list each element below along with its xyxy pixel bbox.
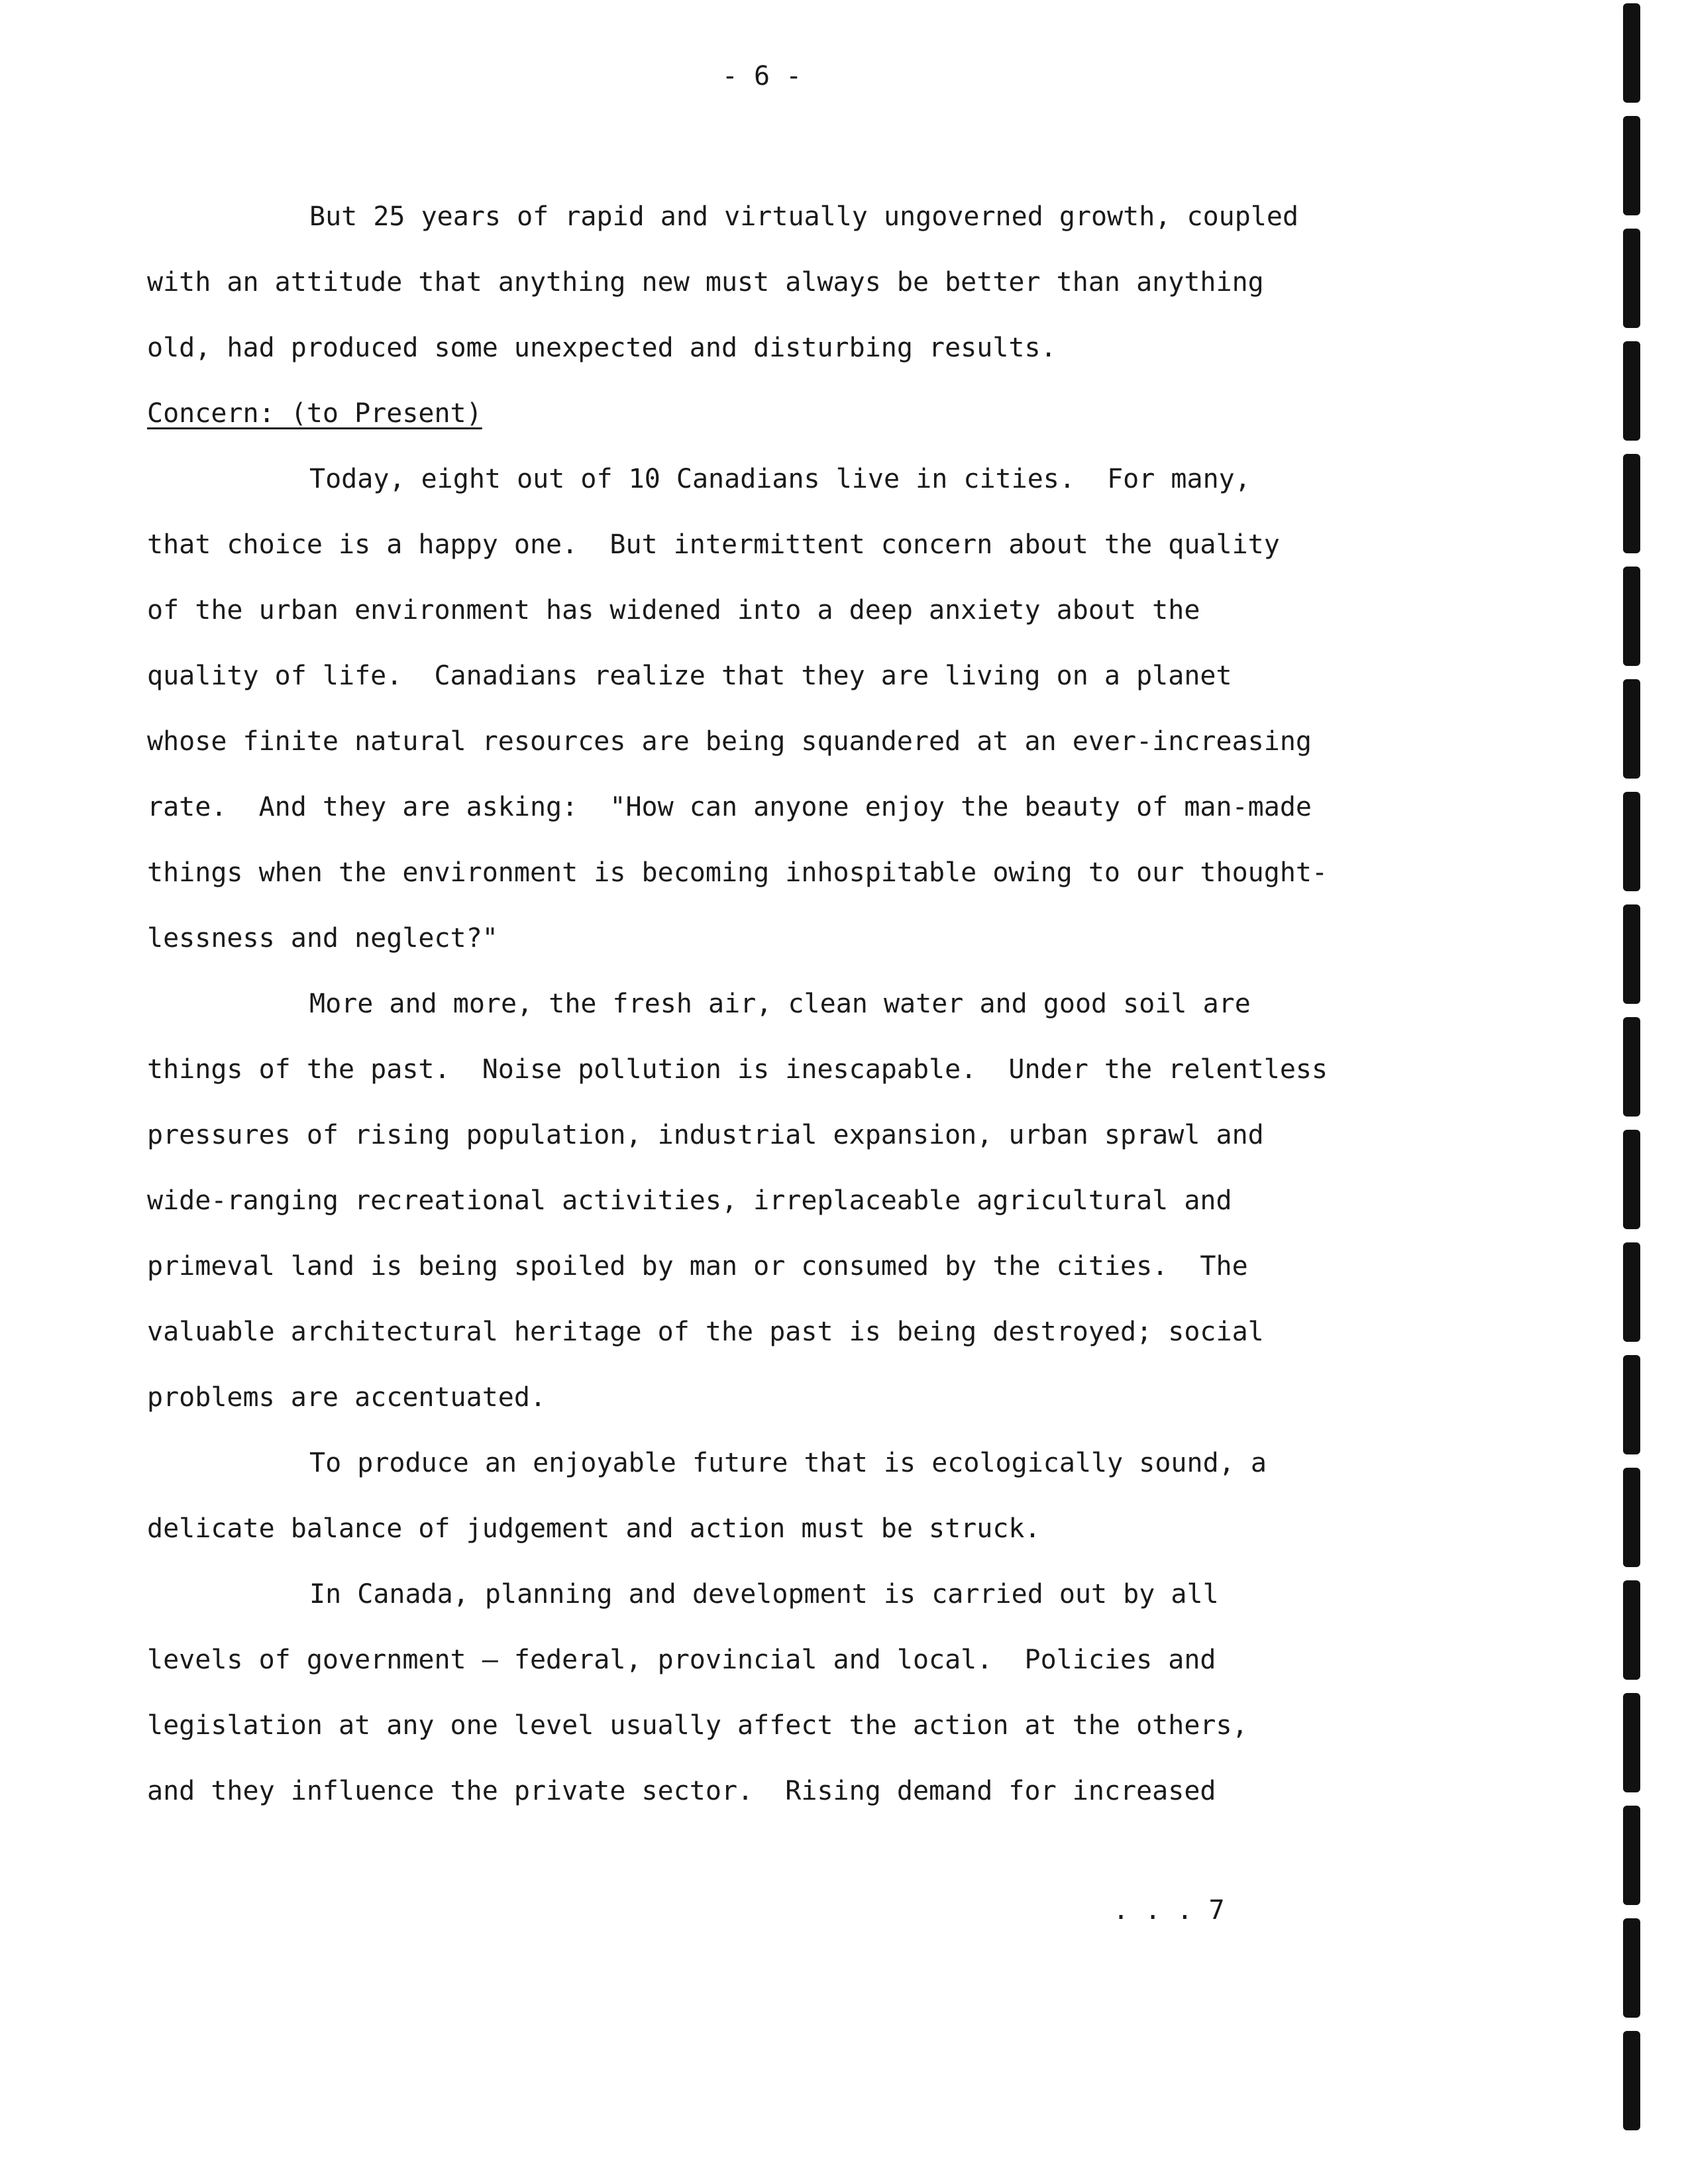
text-line: old, had produced some unexpected and disturbing results.	[147, 333, 1057, 363]
text-line: wide-ranging recreational activities, irreplaceable agricultural and	[147, 1185, 1232, 1216]
text-line: Today, eight out of 10 Canadians live in cities. For many,	[309, 464, 1251, 494]
text-line: legislation at any one level usually affect the action at the others,	[147, 1710, 1248, 1741]
text-line: delicate balance of judgement and action must be struck.	[147, 1513, 1041, 1544]
continued-marker: . . . 7	[1113, 1895, 1225, 1926]
text-line: problems are accentuated.	[147, 1382, 547, 1413]
binding-hole	[1623, 1130, 1640, 1229]
binding-hole	[1623, 904, 1640, 1004]
section-heading-line	[147, 381, 1446, 447]
text-line: primeval land is being spoiled by man or consumed by the cities. The	[147, 1251, 1248, 1282]
binding-hole	[1623, 792, 1640, 891]
text-line: valuable architectural heritage of the past is being destroyed; social	[147, 1317, 1264, 1347]
binding-hole	[1623, 454, 1640, 553]
section-heading: Concern: (to Present)	[147, 398, 482, 429]
text-line: lessness and neglect?"	[147, 923, 498, 954]
text-line: and they influence the private sector. Rising demand for increased	[147, 1776, 1216, 1806]
binding-hole	[1623, 1468, 1640, 1567]
binding-hole	[1623, 1242, 1640, 1342]
binding-hole	[1623, 567, 1640, 666]
binding-hole	[1623, 1693, 1640, 1792]
text-line: But 25 years of rapid and virtually ungoverned growth, coupled	[309, 201, 1299, 232]
binding-hole	[1623, 2031, 1640, 2130]
text-line: levels of government — federal, provincial and local. Policies and	[147, 1645, 1216, 1675]
binding-hole	[1623, 3, 1640, 103]
binding-hole	[1623, 1017, 1640, 1117]
text-line: that choice is a happy one. But intermittent concern about the quality	[147, 529, 1280, 560]
text-line: To produce an enjoyable future that is ecologically sound, a	[309, 1448, 1267, 1478]
text-line: pressures of rising population, industrial expansion, urban sprawl and	[147, 1120, 1264, 1150]
body-text	[147, 184, 1446, 1824]
text-line: with an attitude that anything new must always be better than anything	[147, 267, 1264, 298]
text-line: of the urban environment has widened into a deep anxiety about the	[147, 595, 1200, 626]
text-line: In Canada, planning and development is carried out by all	[309, 1579, 1219, 1610]
page-number: - 6 -	[721, 61, 802, 91]
binding-hole	[1623, 1355, 1640, 1454]
binding-hole	[1623, 341, 1640, 441]
text-line: quality of life. Canadians realize that they are living on a planet	[147, 661, 1232, 691]
binding-hole	[1623, 1580, 1640, 1680]
binding-holes	[1616, 0, 1656, 2184]
binding-hole	[1623, 679, 1640, 779]
binding-hole	[1623, 1806, 1640, 1905]
binding-hole	[1623, 1918, 1640, 2018]
text-line: things when the environment is becoming inhospitable owing to our thought-	[147, 857, 1328, 888]
binding-hole	[1623, 229, 1640, 328]
binding-hole	[1623, 116, 1640, 215]
text-line: things of the past. Noise pollution is inescapable. Under the relentless	[147, 1054, 1328, 1085]
text-line: whose finite natural resources are being squandered at an ever-increasing	[147, 726, 1312, 757]
text-line: rate. And they are asking: "How can anyone enjoy the beauty of man-made	[147, 792, 1312, 822]
text-line: More and more, the fresh air, clean water and good soil are	[309, 989, 1251, 1019]
